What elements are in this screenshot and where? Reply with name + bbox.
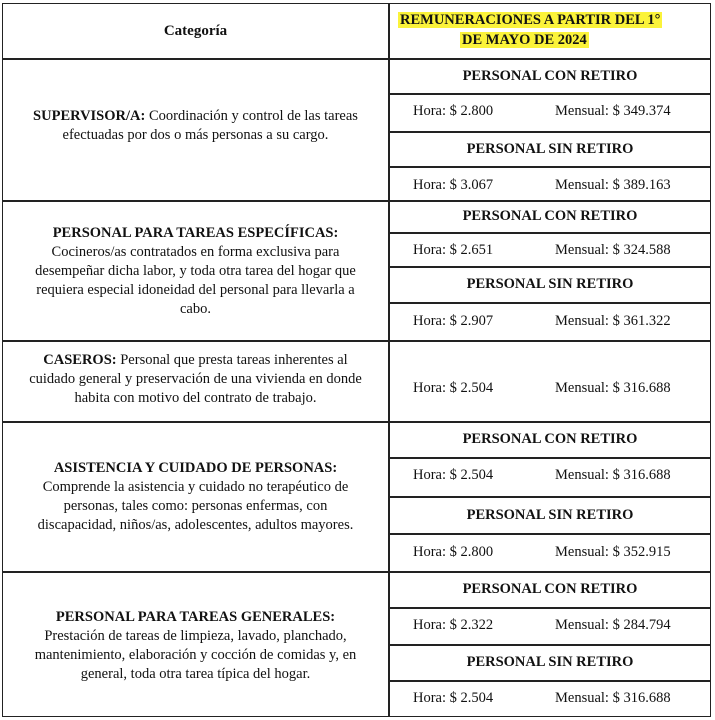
- subrow-divider: [389, 680, 711, 682]
- subrow-divider: [389, 457, 711, 459]
- band-con-retiro: PERSONAL CON RETIRO: [462, 67, 638, 84]
- band-con-retiro: PERSONAL CON RETIRO: [462, 208, 638, 224]
- band-con-retiro: PERSONAL CON RETIRO: [462, 581, 638, 597]
- category-caseros: CASEROS: Personal que presta tareas inherentes al cuidado general y preservación de una vivienda en donde habita con motivo del contrato de trabajo.: [29, 352, 362, 406]
- column-divider: [388, 4, 390, 716]
- monthly-rate: Mensual: $ 316.688: [555, 467, 671, 483]
- monthly-rate: Mensual: $ 389.163: [555, 177, 671, 193]
- row-divider: [3, 340, 710, 342]
- subrow-divider: [389, 607, 711, 609]
- hourly-rate: Hora: $ 3.067: [413, 177, 494, 193]
- monthly-rate: Mensual: $ 352.915: [555, 544, 671, 560]
- monthly-rate: Mensual: $ 316.688: [555, 380, 671, 396]
- band-sin-retiro: PERSONAL SIN RETIRO: [466, 140, 634, 157]
- hourly-rate: Hora: $ 2.800: [413, 544, 494, 560]
- hourly-rate: Hora: $ 2.504: [413, 690, 494, 706]
- subrow-divider: [389, 533, 711, 535]
- hourly-rate: Hora: $ 2.322: [413, 617, 494, 633]
- monthly-rate: Mensual: $ 284.794: [555, 617, 671, 633]
- subrow-divider: [389, 93, 711, 95]
- hourly-rate: Hora: $ 2.651: [413, 242, 494, 258]
- header-remuneration: [398, 10, 698, 50]
- hourly-rate: Hora: $ 2.504: [413, 467, 494, 483]
- subrow-divider: [389, 166, 711, 168]
- header-category: Categoría: [163, 22, 228, 39]
- highlight-line-2: DE MAYO DE 2024: [462, 32, 587, 48]
- hourly-rate: Hora: $ 2.800: [413, 103, 494, 119]
- highlight-line-1: REMUNERACIONES A PARTIR DEL 1°: [400, 12, 661, 28]
- hourly-rate: Hora: $ 2.504: [413, 380, 494, 396]
- band-con-retiro: PERSONAL CON RETIRO: [462, 431, 638, 447]
- category-supervisor: SUPERVISOR/A: Coordinación y control de las tareas efectuadas por dos o más personas a su cargo.: [33, 108, 358, 143]
- monthly-rate: Mensual: $ 349.374: [555, 103, 671, 119]
- monthly-rate: Mensual: $ 324.588: [555, 242, 671, 258]
- category-asistencia: ASISTENCIA Y CUIDADO DE PERSONAS: Comprende la asistencia y cuidado no terapéutico de personas, tales como: personas enfermas, con discapacidad, niños/as, adolescentes, adultos mayores.: [37, 460, 354, 533]
- subrow-divider: [389, 232, 711, 234]
- band-sin-retiro: PERSONAL SIN RETIRO: [466, 654, 634, 670]
- category-tareas-generales: PERSONAL PARA TAREAS GENERALES: Prestación de tareas de limpieza, lavado, planchado, mantenimiento, elaboración y cocción de comidas y, en general, toda otra tarea típica del hogar.: [34, 609, 357, 682]
- hourly-rate: Hora: $ 2.907: [413, 313, 494, 329]
- band-sin-retiro: PERSONAL SIN RETIRO: [466, 506, 634, 523]
- salary-table: [2, 3, 711, 717]
- category-tareas-especificas: PERSONAL PARA TAREAS ESPECÍFICAS: Cocineros/as contratados en forma exclusiva para desempeñar dicha labor, y toda otra tarea del hogar que requiera especial idoneidad del personal para llevarla a cabo.: [35, 225, 356, 317]
- monthly-rate: Mensual: $ 316.688: [555, 690, 671, 706]
- band-sin-retiro: PERSONAL SIN RETIRO: [466, 276, 634, 292]
- monthly-rate: Mensual: $ 361.322: [555, 313, 671, 329]
- subrow-divider: [389, 302, 711, 304]
